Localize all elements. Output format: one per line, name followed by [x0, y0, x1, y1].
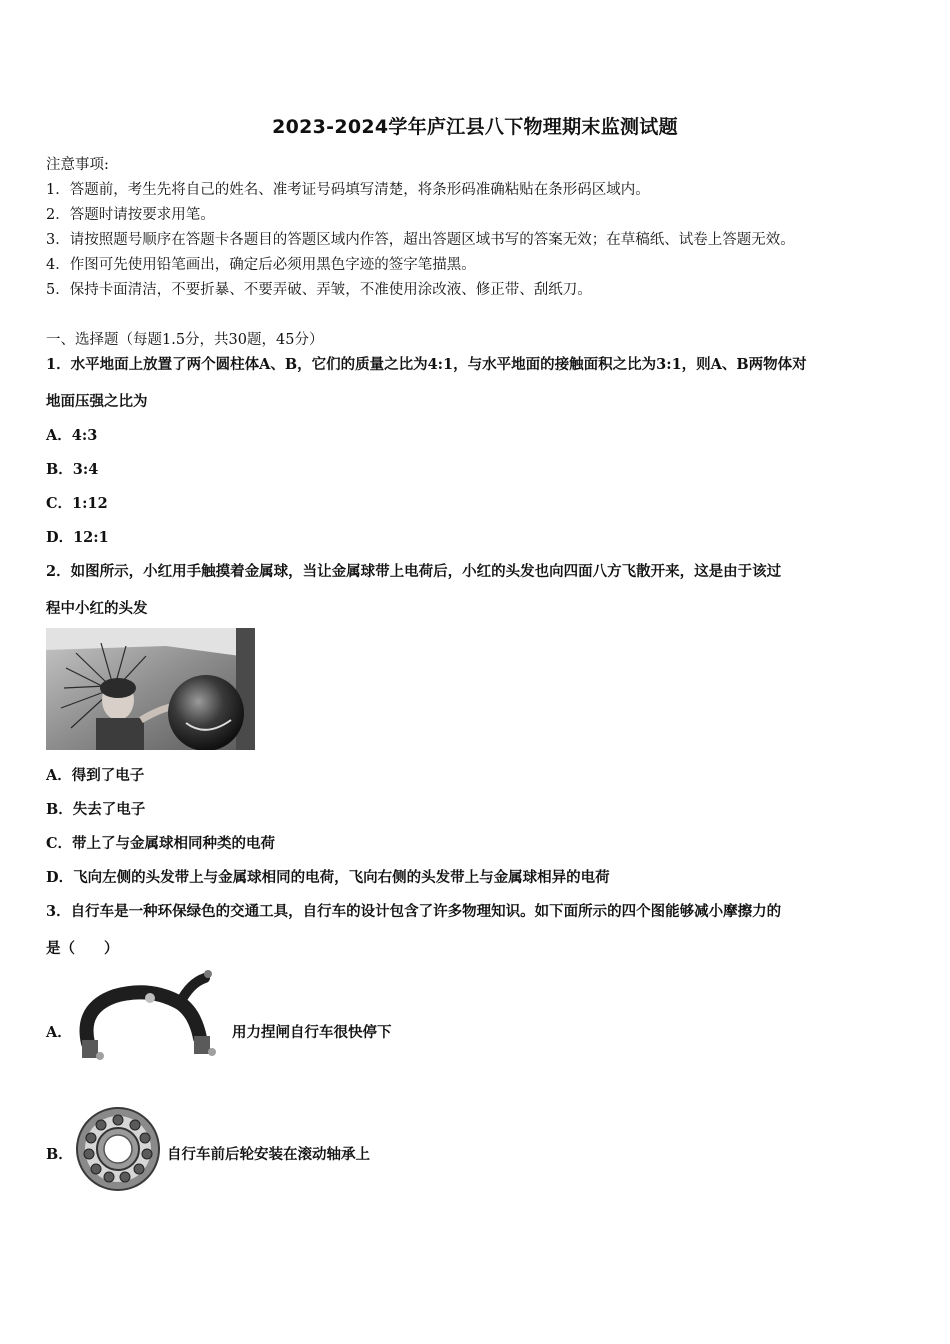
girl-touching-metal-ball-photo — [46, 628, 255, 750]
q3-option-b-text: 自行车前后轮安装在滚动轴承上 — [167, 1146, 370, 1163]
q3-option-a-letter: A． — [46, 1024, 72, 1041]
q2-option-c: C．带上了与金属球相同种类的电荷 — [46, 835, 276, 852]
q2-option-d: D．飞向左侧的头发带上与金属球相同的电荷，飞向右侧的头发带上与金属球相异的电荷 — [46, 869, 610, 886]
notice-item-1: 1．答题前，考生先将自己的姓名、准考证号码填写清楚，将条形码准确粘贴在条形码区域内。 — [46, 182, 650, 198]
q1-option-b: B．3:4 — [46, 461, 99, 478]
q3-option-b-letter: B． — [46, 1146, 73, 1163]
q3-stem-line1: 3．自行车是一种环保绿色的交通工具，自行车的设计包含了许多物理知识。如下面所示的四个图能够减小摩擦力的 — [46, 903, 782, 920]
bicycle-brake-image — [70, 968, 225, 1068]
q1-option-d: D．12:1 — [46, 529, 109, 546]
rolling-bearing-image — [75, 1106, 161, 1192]
section-heading: 一、选择题（每题1.5分，共30题，45分） — [46, 332, 324, 348]
q3-option-a-text: 用力捏闸自行车很快停下 — [232, 1024, 392, 1041]
q2-option-b: B．失去了电子 — [46, 801, 146, 818]
q2-stem-line1: 2．如图所示，小红用手触摸着金属球，当让金属球带上电荷后，小红的头发也向四面八方飞散开来，这是由于该过 — [46, 563, 782, 580]
notice-item-3: 3．请按照题号顺序在答题卡各题目的答题区域内作答，超出答题区域书写的答案无效；在草稿纸、试卷上答题无效。 — [46, 232, 795, 248]
q2-option-a: A．得到了电子 — [46, 767, 145, 784]
notice-item-4: 4．作图可先使用铅笔画出，确定后必须用黑色字迹的签字笔描黑。 — [46, 257, 476, 273]
q3-stem-line2: 是（ ） — [46, 940, 119, 957]
q1-option-c: C．1:12 — [46, 495, 108, 512]
page-title: 2023-2024学年庐江县八下物理期末监测试题 — [272, 116, 678, 138]
q1-stem-line1: 1．水平地面上放置了两个圆柱体A、B，它们的质量之比为4:1，与水平地面的接触面积之比为3:1，则A、B两物体对 — [46, 356, 807, 373]
q2-stem-line2: 程中小红的头发 — [46, 600, 148, 617]
q1-stem-line2: 地面压强之比为 — [46, 393, 148, 410]
q1-option-a: A．4:3 — [46, 427, 98, 444]
notice-item-2: 2．答题时请按要求用笔。 — [46, 207, 215, 223]
notice-heading: 注意事项: — [46, 157, 109, 173]
notice-item-5: 5．保持卡面清洁，不要折暴、不要弄破、弄皱，不准使用涂改液、修正带、刮纸刀。 — [46, 282, 592, 298]
